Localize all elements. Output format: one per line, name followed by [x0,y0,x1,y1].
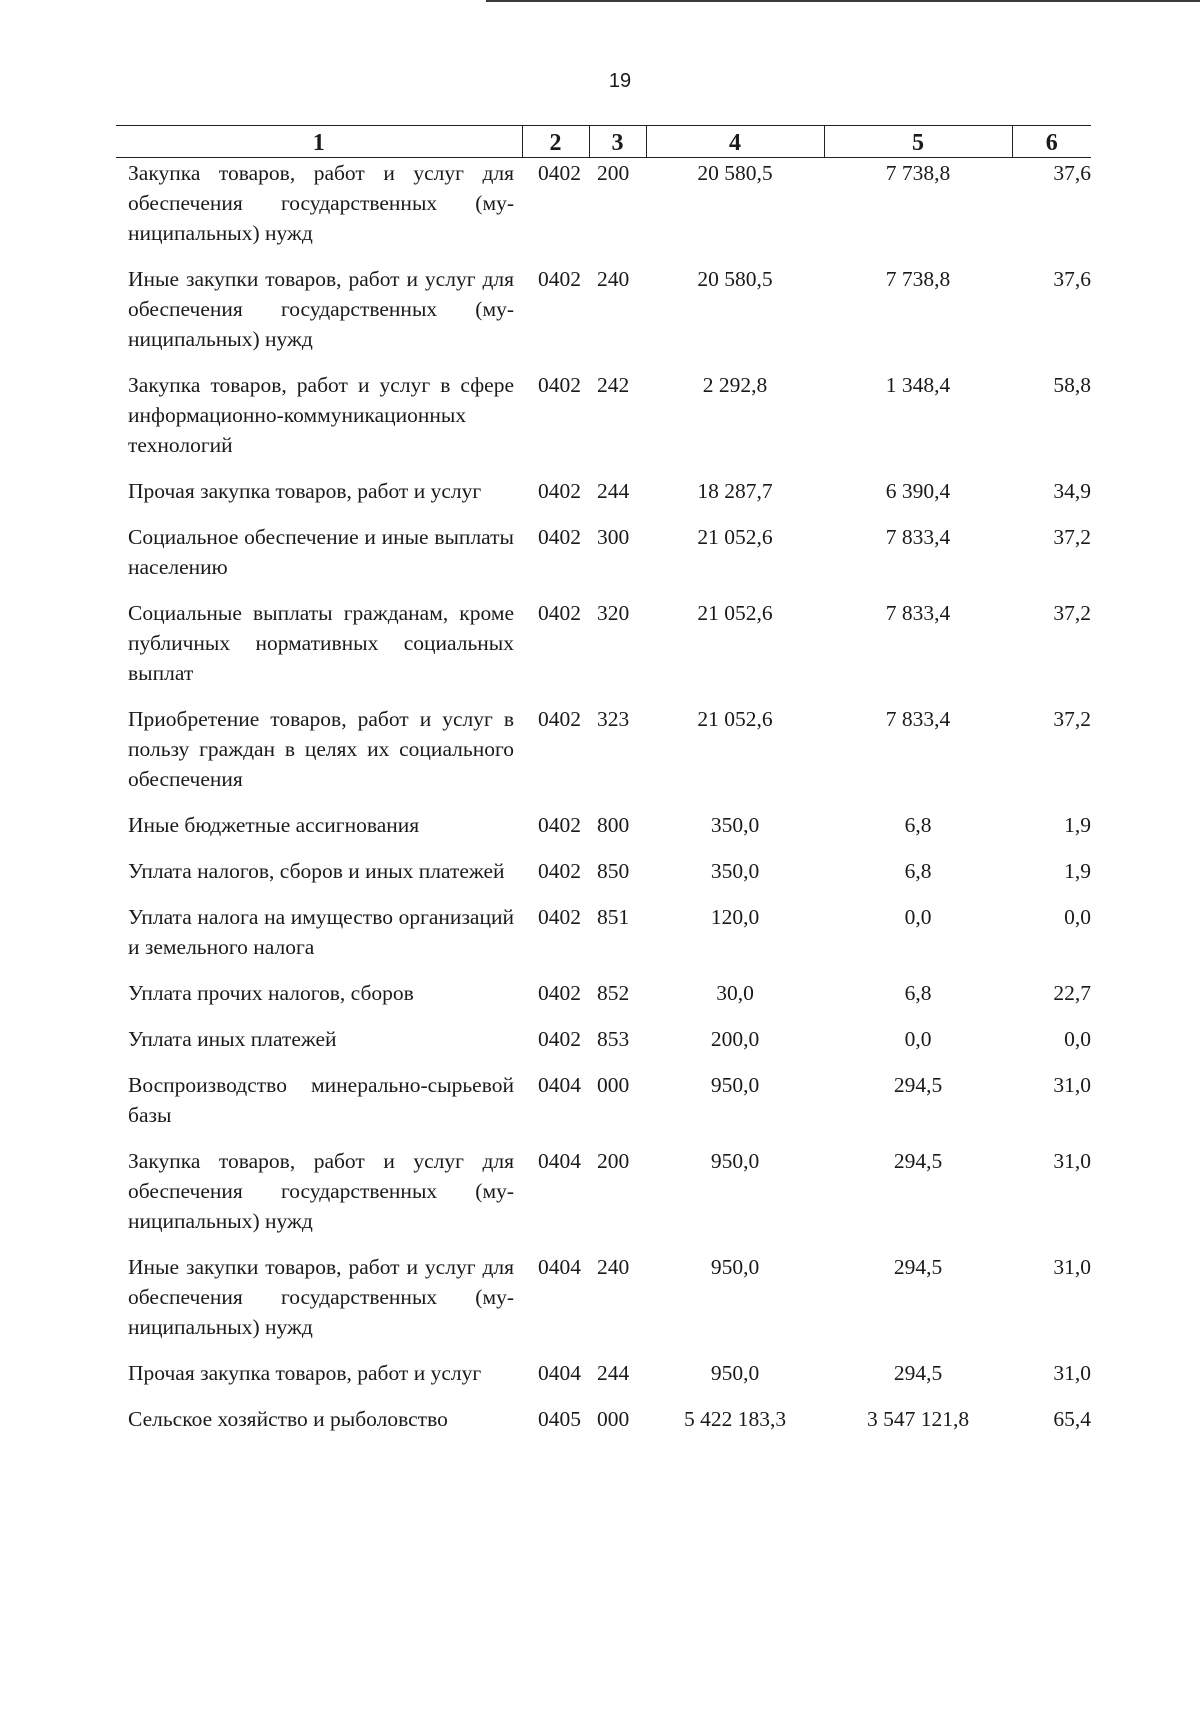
row-name-cell: Иные закупки товаров, работ и услуг для обеспечения государственных (муниципальных) нужд [128,267,514,351]
row-section-code-cell: 0402 [538,267,581,291]
row-plan-value-cell: 20 580,5 [697,161,773,185]
table-row [116,598,1091,704]
row-plan-value-cell: 350,0 [710,859,760,883]
row-expense-type-cell: 323 [597,707,630,731]
row-plan-value-cell: 950,0 [710,1361,760,1385]
row-actual-value-cell: 7 833,4 [885,601,951,625]
row-name-cell: Социальные выплаты гражданам, кроме публичных нормативных социальных выплат [128,601,514,685]
row-actual-value-cell: 7 738,8 [885,267,951,291]
row-plan-value-cell: 21 052,6 [697,707,773,731]
row-percent-cell: 0,0 [1064,1027,1091,1051]
header-cell-2: 2 [522,126,589,158]
row-plan-value-cell: 21 052,6 [697,525,773,549]
table-row [116,978,1091,1024]
row-percent-cell: 31,0 [1053,1255,1091,1279]
row-section-code-cell: 0402 [538,905,581,929]
row-section-code-cell: 0402 [538,707,581,731]
row-expense-type-cell: 240 [597,1255,630,1279]
table-row [116,370,1091,476]
row-expense-type-cell: 852 [597,981,630,1005]
header-cell-6: 6 [1012,126,1091,158]
row-percent-cell: 65,4 [1053,1407,1091,1431]
row-section-code-cell: 0402 [538,601,581,625]
row-expense-type-cell: 800 [597,813,630,837]
row-section-code-cell: 0402 [538,859,581,883]
row-actual-value-cell: 294,5 [893,1361,943,1385]
row-name-cell: Уплата иных платежей [128,1027,337,1051]
row-expense-type-cell: 000 [597,1073,630,1097]
table-body [116,158,1091,1451]
row-actual-value-cell: 294,5 [893,1073,943,1097]
row-percent-cell: 1,9 [1064,859,1091,883]
header-cell-1: 1 [116,126,522,158]
row-section-code-cell: 0402 [538,981,581,1005]
row-name-cell: Закупка товаров, работ и услуг для обеспечения государственных (муниципальных) нужд [128,161,514,245]
row-expense-type-cell: 200 [597,161,630,185]
row-percent-cell: 37,2 [1053,707,1091,731]
row-percent-cell: 1,9 [1064,813,1091,837]
row-percent-cell: 31,0 [1053,1149,1091,1173]
row-plan-value-cell: 5 422 183,3 [683,1407,787,1431]
budget-table [116,125,1091,1450]
row-section-code-cell: 0402 [538,813,581,837]
table-row [116,1146,1091,1252]
row-name-cell: Уплата прочих налогов, сборов [128,981,414,1005]
row-actual-value-cell: 7 738,8 [885,161,951,185]
top-rule [486,0,1200,2]
row-percent-cell: 31,0 [1053,1073,1091,1097]
table-row [116,264,1091,370]
row-expense-type-cell: 851 [597,905,630,929]
row-section-code-cell: 0404 [538,1361,581,1385]
row-plan-value-cell: 200,0 [710,1027,760,1051]
row-section-code-cell: 0404 [538,1073,581,1097]
row-expense-type-cell: 244 [597,479,630,503]
table-row [116,522,1091,598]
row-actual-value-cell: 294,5 [893,1255,943,1279]
row-section-code-cell: 0402 [538,373,581,397]
table-row [116,1070,1091,1146]
row-name-cell: Приобретение товаров, работ и услуг в пользу граждан в целях их социального обеспечения [128,707,514,791]
row-actual-value-cell: 7 833,4 [885,707,951,731]
row-actual-value-cell: 0,0 [904,905,932,929]
row-name-cell: Прочая закупка товаров, работ и услуг [128,479,482,503]
table-row [116,902,1091,978]
row-actual-value-cell: 1 348,4 [885,373,951,397]
row-expense-type-cell: 240 [597,267,630,291]
row-name-cell: Иные бюджетные ассигнования [128,813,420,837]
row-plan-value-cell: 2 292,8 [702,373,768,397]
row-expense-type-cell: 000 [597,1407,630,1431]
row-name-cell: Воспроизводство минерально-сырьевой базы [128,1073,514,1127]
row-name-cell: Закупка товаров, работ и услуг в сфере информационно-коммуникационных технологий [128,373,514,457]
row-plan-value-cell: 120,0 [710,905,760,929]
row-percent-cell: 37,2 [1053,525,1091,549]
row-expense-type-cell: 300 [597,525,630,549]
row-expense-type-cell: 320 [597,601,630,625]
row-plan-value-cell: 18 287,7 [697,479,773,503]
row-actual-value-cell: 7 833,4 [885,525,951,549]
row-section-code-cell: 0402 [538,479,581,503]
row-percent-cell: 37,6 [1053,267,1091,291]
header-cell-4: 4 [646,126,824,158]
row-expense-type-cell: 850 [597,859,630,883]
table-row [116,1252,1091,1358]
row-expense-type-cell: 242 [597,373,630,397]
row-section-code-cell: 0404 [538,1149,581,1173]
table-row [116,856,1091,902]
row-percent-cell: 37,2 [1053,601,1091,625]
row-name-cell: Уплата налогов, сборов и иных платежей [128,859,505,883]
row-name-cell: Закупка товаров, работ и услуг для обеспечения государственных (муниципальных) нужд [128,1149,514,1233]
row-actual-value-cell: 3 547 121,8 [866,1407,970,1431]
row-name-cell: Уплата налога на имущество организаций и земельного налога [128,905,514,959]
row-name-cell: Прочая закупка товаров, работ и услуг [128,1361,482,1385]
row-actual-value-cell: 6,8 [904,813,932,837]
table-row [116,158,1091,265]
row-plan-value-cell: 21 052,6 [697,601,773,625]
row-percent-cell: 22,7 [1053,981,1091,1005]
row-plan-value-cell: 350,0 [710,813,760,837]
table-row [116,810,1091,856]
row-percent-cell: 34,9 [1053,479,1091,503]
row-plan-value-cell: 20 580,5 [697,267,773,291]
row-section-code-cell: 0402 [538,161,581,185]
row-name-cell: Иные закупки товаров, работ и услуг для обеспечения государственных (муниципальных) нужд [128,1255,514,1339]
table-row [116,1404,1091,1450]
row-actual-value-cell: 6,8 [904,859,932,883]
table-row [116,1358,1091,1404]
header-row [116,126,1091,158]
table-row [116,704,1091,810]
header-cell-3: 3 [589,126,646,158]
row-plan-value-cell: 950,0 [710,1149,760,1173]
row-percent-cell: 37,6 [1053,161,1091,185]
page-number: 19 [608,70,632,92]
row-percent-cell: 0,0 [1064,905,1091,929]
row-section-code-cell: 0404 [538,1255,581,1279]
header-cell-5: 5 [824,126,1012,158]
row-section-code-cell: 0402 [538,1027,581,1051]
table-header [116,126,1091,158]
table-row [116,476,1091,522]
row-percent-cell: 58,8 [1053,373,1091,397]
row-section-code-cell: 0405 [538,1407,581,1431]
row-plan-value-cell: 950,0 [710,1073,760,1097]
row-expense-type-cell: 200 [597,1149,630,1173]
row-expense-type-cell: 244 [597,1361,630,1385]
row-name-cell: Сельское хозяйство и рыболовство [128,1407,448,1431]
row-plan-value-cell: 30,0 [716,981,754,1005]
row-expense-type-cell: 853 [597,1027,630,1051]
row-name-cell: Социальное обеспечение и иные выплаты населению [128,525,514,579]
row-section-code-cell: 0402 [538,525,581,549]
row-percent-cell: 31,0 [1053,1361,1091,1385]
table-row [116,1024,1091,1070]
row-actual-value-cell: 294,5 [893,1149,943,1173]
row-plan-value-cell: 950,0 [710,1255,760,1279]
row-actual-value-cell: 6,8 [904,981,932,1005]
row-actual-value-cell: 0,0 [904,1027,932,1051]
row-actual-value-cell: 6 390,4 [885,479,951,503]
